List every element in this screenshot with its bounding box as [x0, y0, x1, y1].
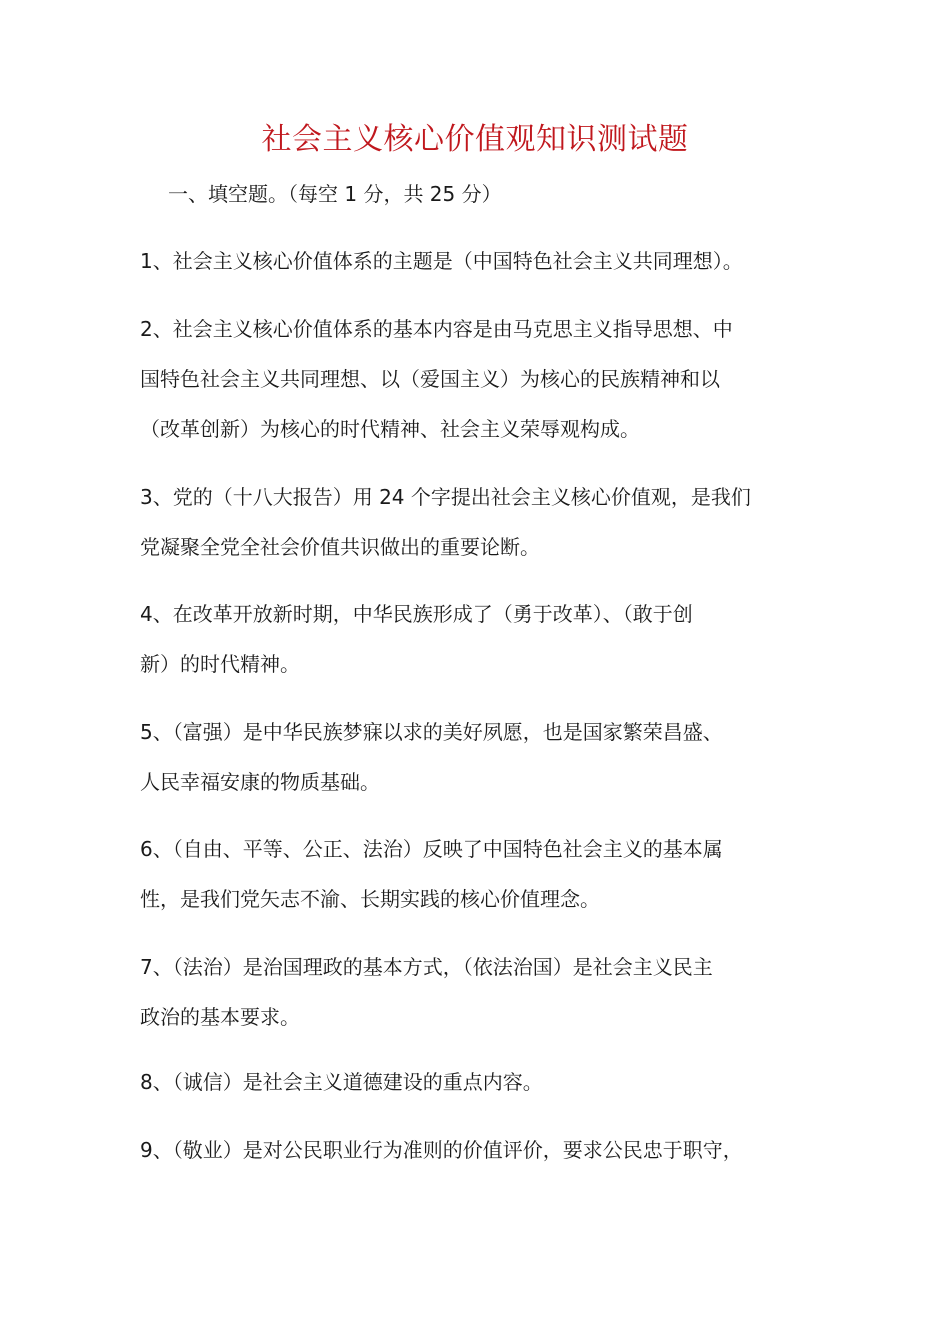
question-line: 性，是我们党矢志不渝、长期实践的核心价值理念。: [140, 887, 600, 911]
question-line: 9、（敬业）是对公民职业行为准则的价值评价，要求公民忠于职守，: [140, 1138, 743, 1162]
question-3: [140, 472, 820, 572]
question-line: 5、（富强）是中华民族梦寐以求的美好夙愿，也是国家繁荣昌盛、: [140, 720, 723, 744]
question-line: 1、社会主义核心价值体系的主题是（中国特色社会主义共同理想）。: [140, 249, 743, 273]
question-line: 政治的基本要求。: [140, 1005, 300, 1029]
question-1: [140, 236, 820, 286]
question-line: 4、在改革开放新时期，中华民族形成了（勇于改革）、（敢于创: [140, 602, 693, 626]
question-line: 新）的时代精神。: [140, 652, 300, 676]
question-line: 2、社会主义核心价值体系的基本内容是由马克思主义指导思想、中: [140, 317, 733, 341]
question-line: 国特色社会主义共同理想、以（爱国主义）为核心的民族精神和以: [140, 367, 720, 391]
question-line: 党凝聚全党全社会价值共识做出的重要论断。: [140, 535, 540, 559]
question-line: 8、（诚信）是社会主义道德建设的重点内容。: [140, 1070, 543, 1094]
question-5: [140, 707, 820, 807]
question-2: [140, 304, 820, 454]
question-line: 7、（法治）是治国理政的基本方式，（依法治国）是社会主义民主: [140, 955, 713, 979]
section-heading-fill-in-blank: 一、填空题。（每空 1 分，共 25 分）: [168, 182, 502, 206]
question-8: [140, 1057, 820, 1107]
question-line: （改革创新）为核心的时代精神、社会主义荣辱观构成。: [140, 417, 640, 441]
question-line: 6、（自由、平等、公正、法治）反映了中国特色社会主义的基本属: [140, 837, 723, 861]
question-4: [140, 589, 820, 689]
question-line: 人民幸福安康的物质基础。: [140, 770, 380, 794]
document-title: 社会主义核心价值观知识测试题: [261, 122, 689, 157]
question-6: [140, 824, 820, 924]
question-line: 3、党的（十八大报告）用 24 个字提出社会主义核心价值观，是我们: [140, 485, 751, 509]
question-7: [140, 942, 820, 1042]
question-9: [140, 1125, 820, 1175]
